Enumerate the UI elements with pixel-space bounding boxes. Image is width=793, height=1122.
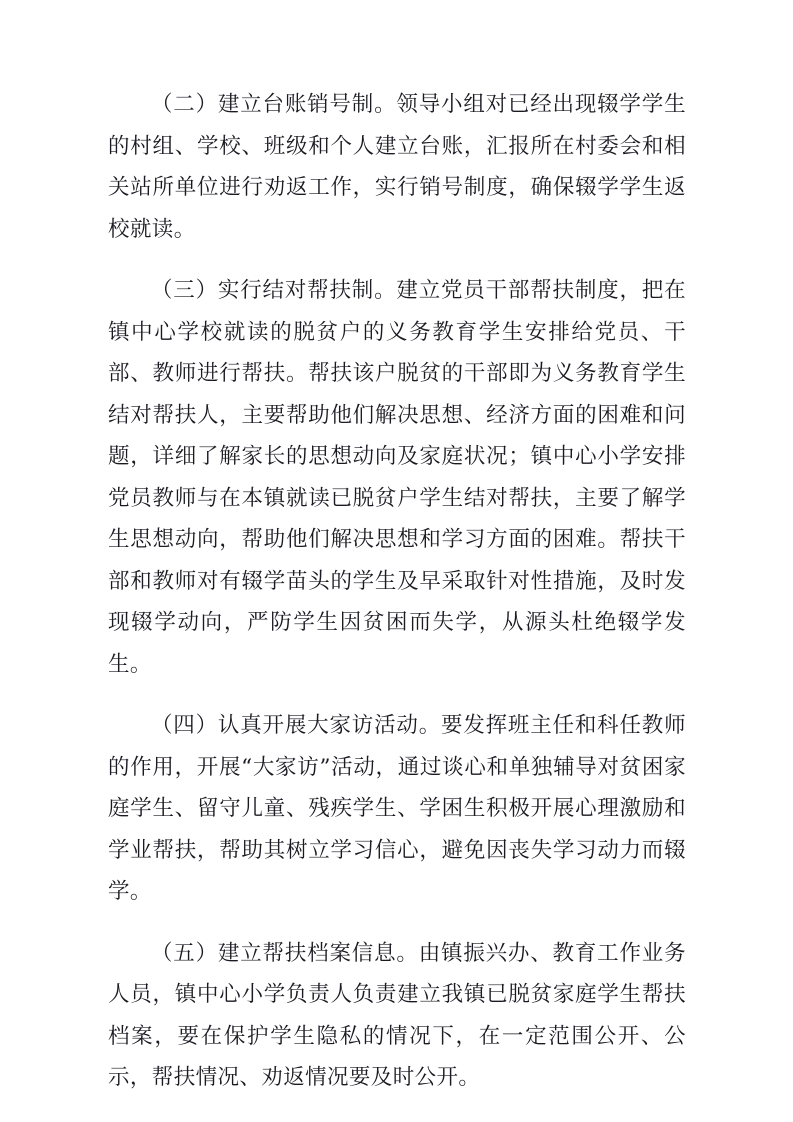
paragraph-3: （三）实行结对帮扶制。建立党员干部帮扶制度，把在镇中心学校就读的脱贫户的义务教育学生安排给党员、干部、教师进行帮扶。帮扶该户脱贫的干部即为义务教育学生结对帮扶人，主要帮助他们解决思想、经济方面的困难和问题，详细了解家长的思想动向及家庭状况；镇中心小学安排党员教师与在本镇就读已脱贫户学生结对帮扶，主要了解学生思想动向，帮助他们解决思想和学习方面的困难。帮扶干部和教师对有辍学苗头的学生及早采取针对性措施，及时发现辍学动向，严防学生因贫困而失学，从源头杜绝辍学发生。 [108, 278, 686, 677]
paragraph-2: （二）建立台账销号制。领导小组对已经出现辍学学生的村组、学校、班级和个人建立台账，汇报所在村委会和相关站所单位进行劝返工作，实行销号制度，确保辍学学生返校就读。 [108, 92, 686, 242]
paragraph-5: （五）建立帮扶档案信息。由镇振兴办、教育工作业务人员，镇中心小学负责人负责建立我镇已脱贫家庭学生帮扶档案，要在保护学生隐私的情况下，在一定范围公开、公示，帮扶情况、劝返情况要及时公开。 [108, 940, 686, 1090]
document-body [108, 84, 686, 1099]
paragraph-4: （四）认真开展大家访活动。要发挥班主任和科任教师的作用，开展“大家访”活动，通过谈心和单独辅导对贫困家庭学生、留守儿童、残疾学生、学困生积极开展心理激励和学业帮扶，帮助其树立学习信心，避免因丧失学习动力而辍学。 [108, 713, 686, 904]
